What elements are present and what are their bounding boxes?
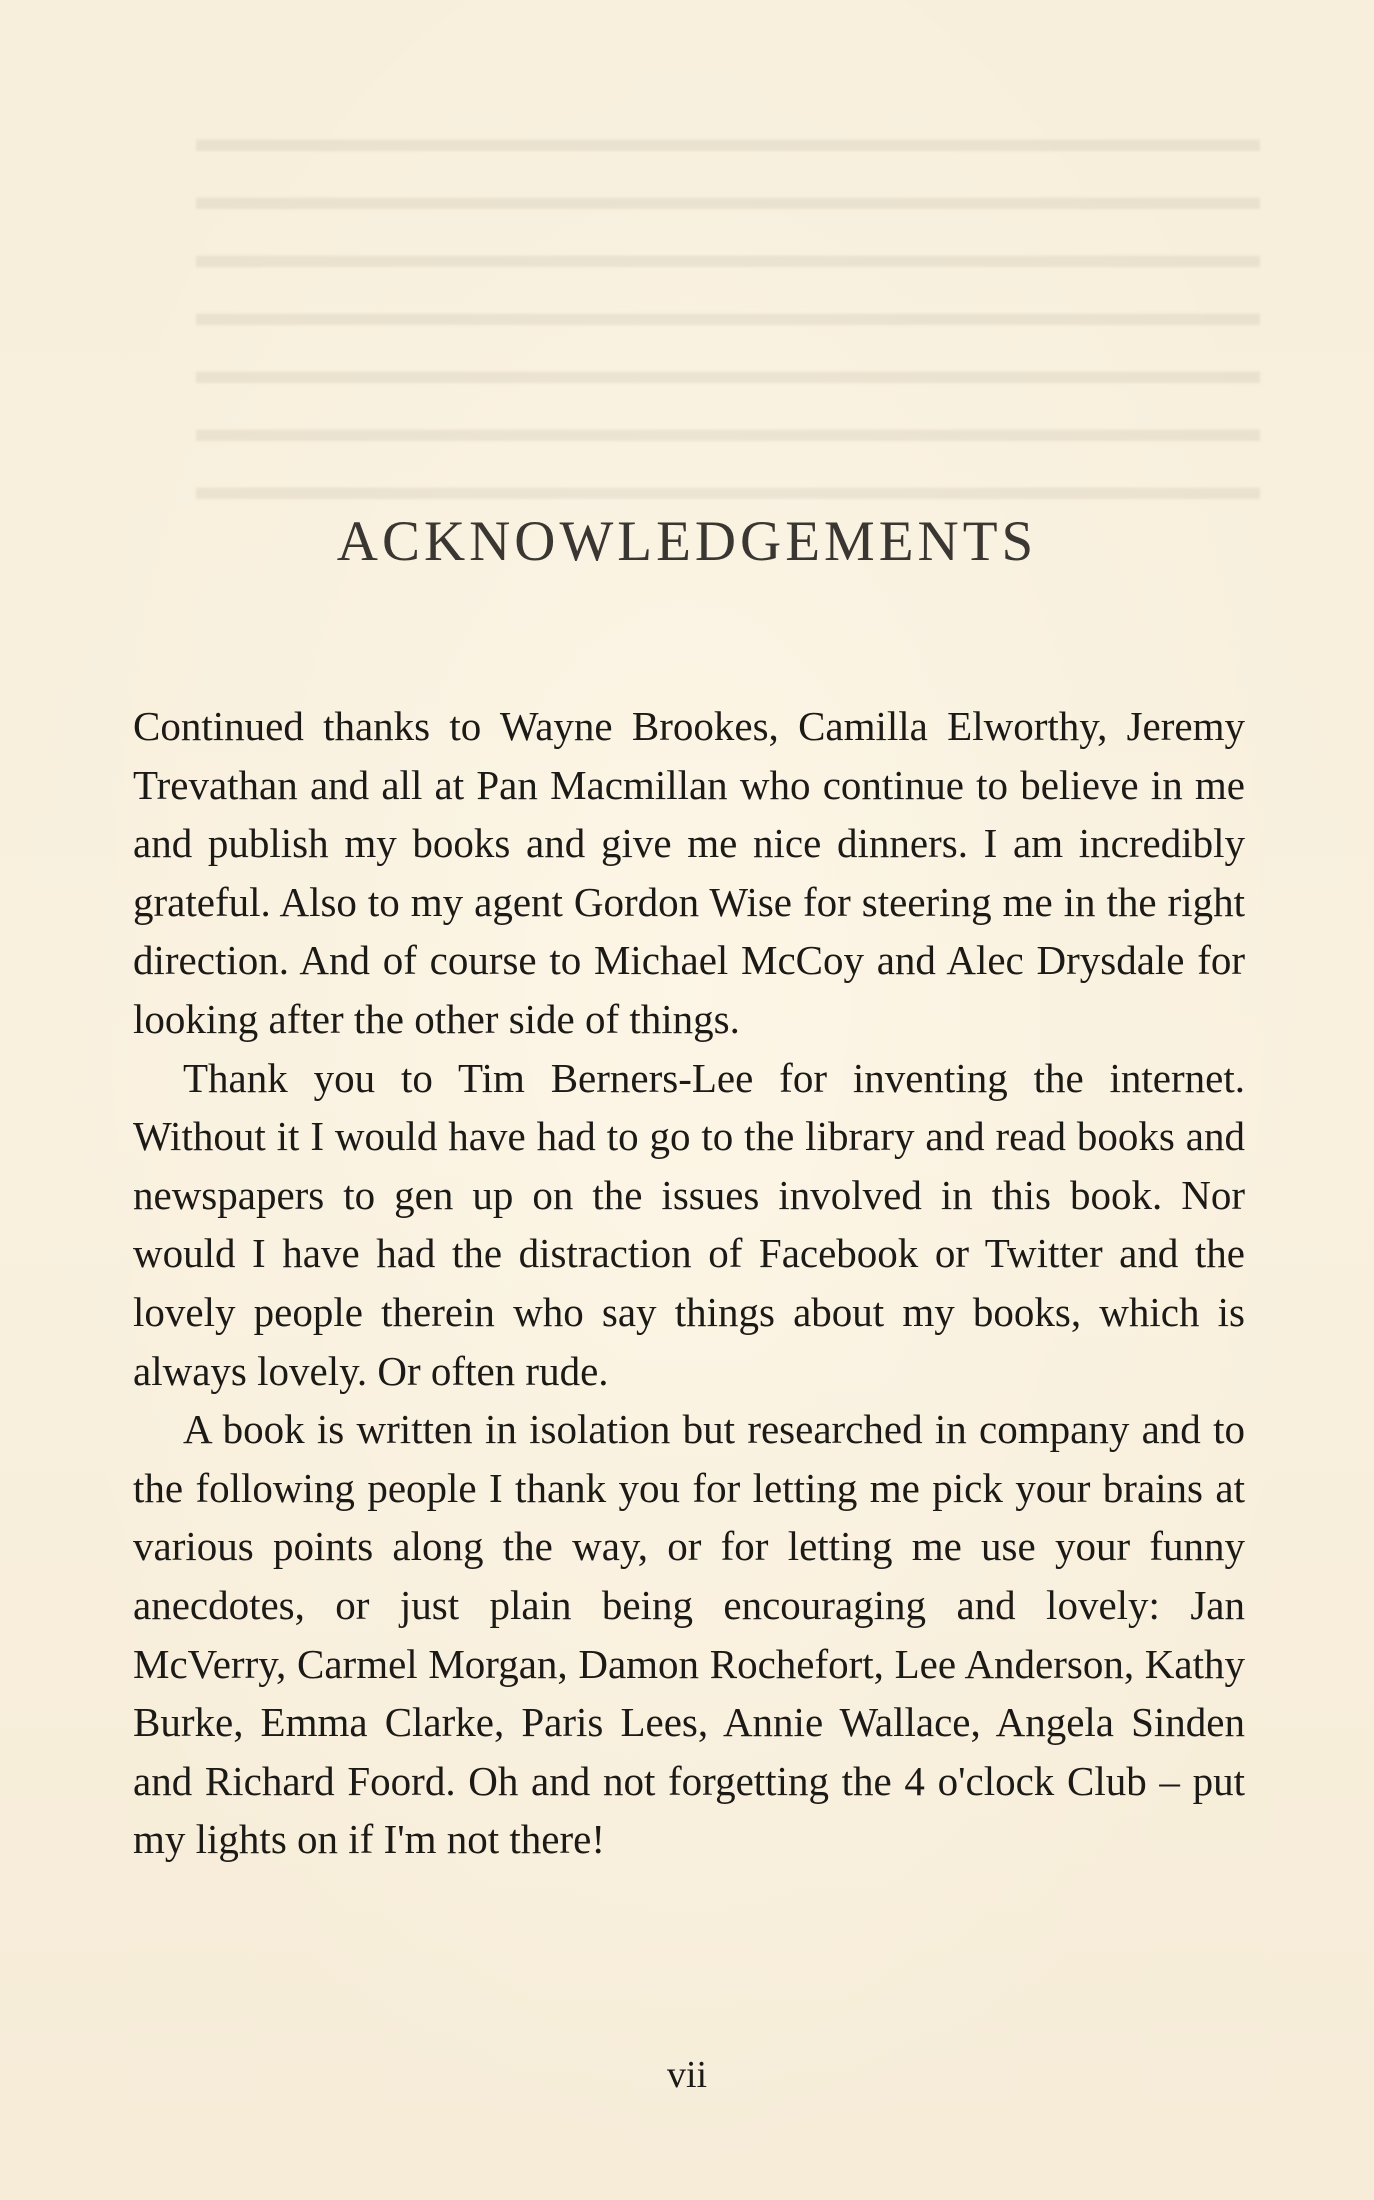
paragraph-3: A book is written in isolation but researched in company and to the following people I thank you for letting me pick your brains at various points along the way, or for letting me use your funny anecdotes, or just plain being encouraging and lovely: Jan McVerry, Carmel Morgan, Damon Rochefort, Lee Anderson, Kathy Burke, Emma Clarke, Paris Lees, Annie Wallace, Angela Sinden and Richard Foord. Oh and not forgetting the 4 o'clock Club – put my lights on if I'm not there!	[133, 1406, 1245, 1863]
page-title: ACKNOWLEDGEMENTS	[336, 510, 1038, 573]
show-through-texture: ▬▬▬▬▬▬▬▬▬▬▬▬▬▬▬▬▬▬▬▬▬▬▬▬▬▬▬▬ ▬▬▬▬▬▬▬▬▬▬▬▬▬▬▬▬▬▬▬▬▬▬▬▬▬▬▬▬ ▬▬▬▬▬▬▬▬▬▬▬▬▬▬▬▬▬▬▬▬▬▬▬▬▬▬▬▬ ▬▬▬▬▬▬▬▬▬▬▬▬▬▬▬▬▬▬▬▬▬▬▬▬▬▬▬▬ ▬▬▬▬▬▬▬▬▬▬▬▬▬▬▬▬▬▬▬▬▬▬▬▬▬▬▬▬ ▬▬▬▬▬▬▬▬▬▬▬▬▬▬▬▬▬▬▬▬▬▬▬▬▬▬▬▬ ▬▬▬▬▬▬▬▬▬▬▬▬▬▬▬▬▬▬▬▬▬▬▬▬▬▬▬▬	[196, 118, 1260, 508]
paragraph-2: Thank you to Tim Berners-Lee for inventing the internet. Without it I would have had to go to the library and read books and newspapers to gen up on the issues involved in this book. Nor would I have had the distraction of Facebook or Twitter and the lovely people therein who say things about my books, which is always lovely. Or often rude.	[133, 1054, 1245, 1394]
acknowledgements-body	[133, 697, 1245, 1869]
paragraph-1: Continued thanks to Wayne Brookes, Camilla Elworthy, Jeremy Trevathan and all at Pan Macmillan who continue to believe in me and publish my books and give me nice dinners. I am incredibly grateful. Also to my agent Gordon Wise for steering me in the right direction. And of course to Michael McCoy and Alec Drysdale for looking after the other side of things.	[133, 703, 1245, 1042]
page-number: vii	[666, 2054, 708, 2096]
